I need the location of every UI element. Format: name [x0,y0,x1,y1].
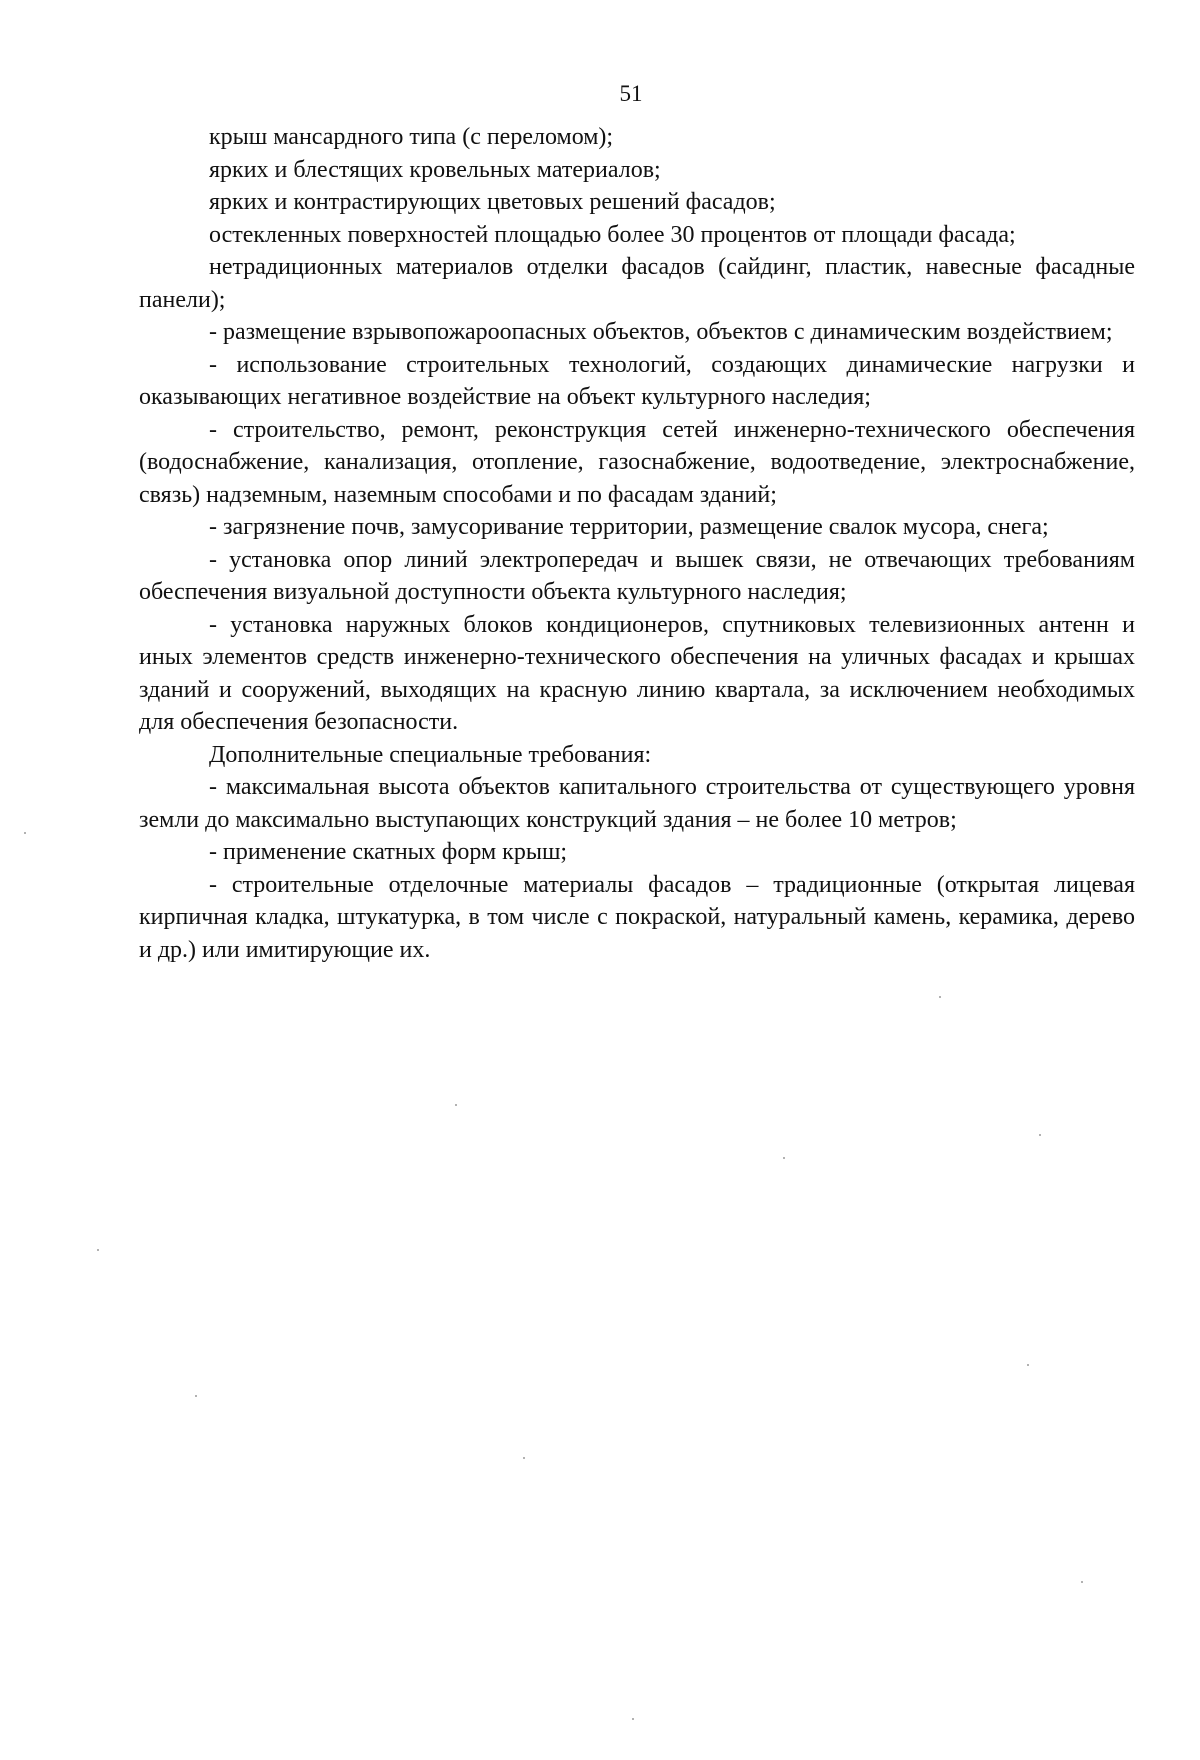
paragraph: - строительство, ремонт, реконструкция сетей инженерно-технического обеспечения (водоснабжение, канализация, отопление, газоснабжение, водоотведение, электроснабжение, связь) надземным, наземным способами и по фасадам зданий; [139,416,1135,508]
scan-speck [24,832,26,834]
scan-speck [1039,1134,1041,1136]
scan-speck [455,1104,457,1106]
paragraph: - применение скатных форм крыш; [209,839,568,865]
scan-speck [195,1395,197,1397]
paragraph: - размещение взрывопожароопасных объектов, объектов с динамическим воздействием; [209,319,1113,345]
paragraph: ярких и блестящих кровельных материалов; [209,156,661,183]
scan-speck [939,996,941,998]
scan-speck [523,1457,525,1459]
scan-speck [1027,1364,1029,1366]
paragraph: - установка опор линий электропередач и вышек связи, не отвечающих требованиям обеспечения визуальной доступности объекта культурного наследия; [139,546,1135,605]
document-body [139,121,1135,966]
scan-speck [1081,1581,1083,1583]
paragraph: - использование строительных технологий, создающих динамические нагрузки и оказывающих негативное воздействие на объект культурного наследия; [139,351,1135,410]
paragraph: - строительные отделочные материалы фасадов – традиционные (открытая лицевая кирпичная кладка, штукатурка, в том числе с покраской, натуральный камень, керамика, дерево и др.) или имитирующие их. [139,871,1135,963]
paragraph: Дополнительные специальные требования: [209,741,652,768]
scan-speck [97,1249,99,1251]
paragraph: остекленных поверхностей площадью более 30 процентов от площади фасада; [209,221,1016,248]
paragraph: ярких и контрастирующих цветовых решений фасадов; [209,189,776,215]
paragraph: крыш мансардного типа (с переломом); [209,124,614,150]
paragraph: - максимальная высота объектов капитального строительства от существующего уровня земли до максимально выступающих конструкций здания – не более 10 метров; [139,774,1135,833]
page-number: 51 [619,81,643,106]
scan-speck [632,1718,634,1720]
paragraph: - загрязнение почв, замусоривание территории, размещение свалок мусора, снега; [209,514,1049,540]
paragraph: - установка наружных блоков кондиционеров, спутниковых телевизионных антенн и иных элементов средств инженерно-технического обеспечения на уличных фасадах и крышах зданий и сооружений, выходящих на красную линию квартала, за исключением необходимых для обеспечения безопасности. [139,611,1135,735]
paragraph: нетрадиционных материалов отделки фасадов (сайдинг, пластик, навесные фасадные панели); [139,254,1135,313]
scan-speck [783,1157,785,1159]
